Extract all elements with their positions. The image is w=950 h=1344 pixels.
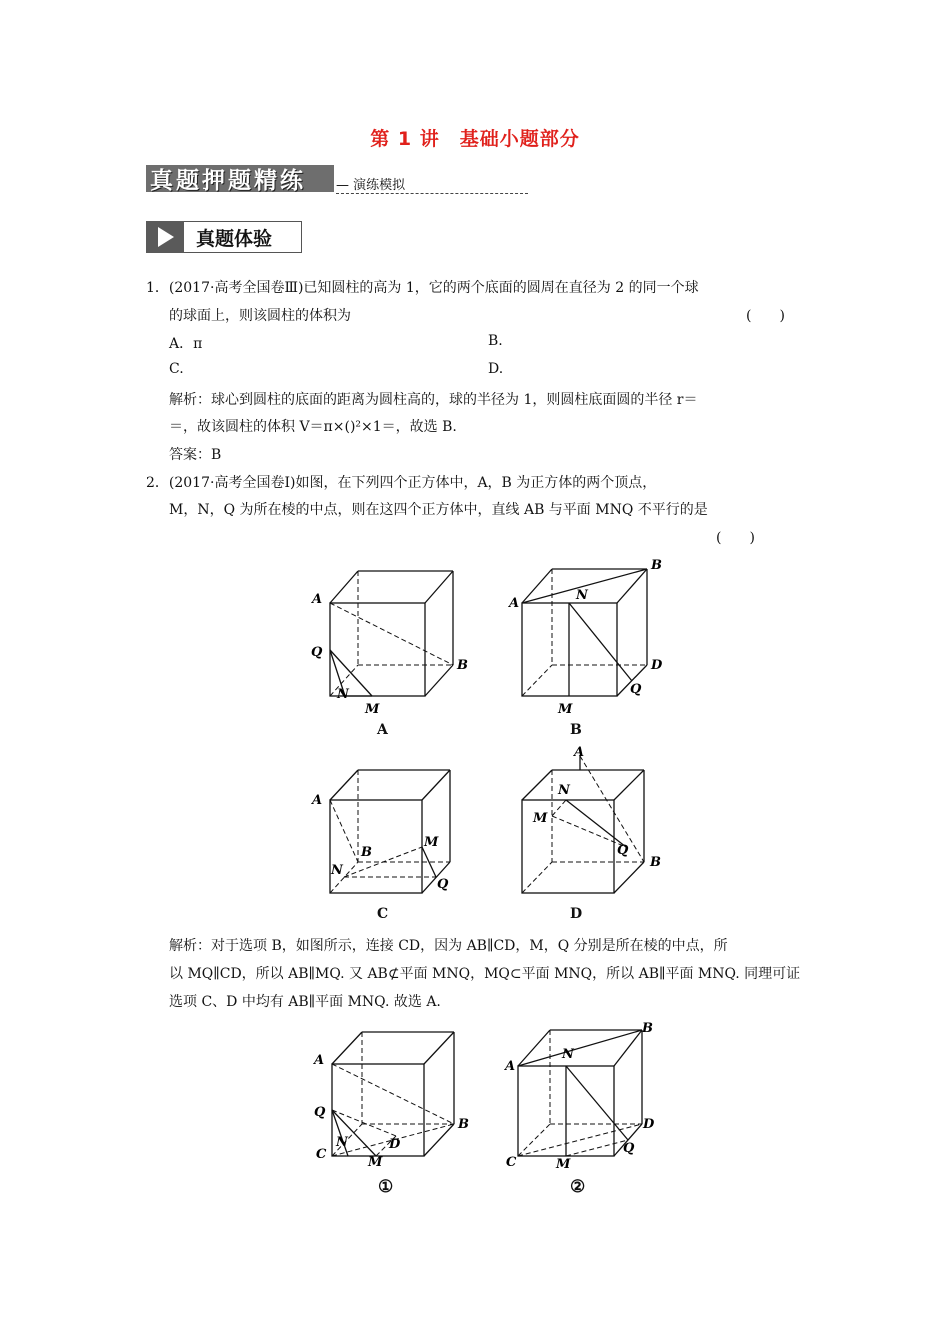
label-c: C <box>506 1155 517 1170</box>
label-n: N <box>562 1047 574 1062</box>
solution-figure-1 <box>300 1018 490 1178</box>
label-m: M <box>533 811 548 826</box>
label-q: Q <box>617 843 629 858</box>
figure-caption-b: B <box>570 722 582 738</box>
banner-divider <box>336 193 528 194</box>
label-b: B <box>458 1117 469 1132</box>
figure-caption-c: C <box>377 906 389 922</box>
section-label: 真题体验 <box>196 228 273 250</box>
q2-answer-paren: ( ) <box>716 530 755 546</box>
cube-figure-b <box>500 555 690 720</box>
label-d: D <box>643 1117 655 1132</box>
label-q: Q <box>314 1105 326 1120</box>
cube-figure-d <box>500 742 690 902</box>
label-d: D <box>389 1137 401 1152</box>
q2-solution-line3: 选项 C、D 中均有 AB∥平面 MNQ. 故选 A. <box>169 994 441 1010</box>
label-a: A <box>314 1053 325 1068</box>
label-n: N <box>337 687 349 702</box>
solution-caption-1: ① <box>378 1177 394 1197</box>
label-q: Q <box>630 682 642 697</box>
label-a: A <box>574 745 585 760</box>
q1-stem-line1: 1．(2017·高考全国卷Ⅲ)已知圆柱的高为 1，它的两个底面的圆周在直径为 2 的同一个球 <box>146 280 699 296</box>
q1-solution-line2: ＝，故该圆柱的体积 V＝π×()²×1＝，故选 B. <box>169 419 457 435</box>
label-b: B <box>642 1021 653 1036</box>
q1-answer: 答案：B <box>169 447 222 463</box>
label-a: A <box>312 793 323 808</box>
label-q: Q <box>623 1141 635 1156</box>
label-b: B <box>650 855 661 870</box>
label-d: D <box>651 658 663 673</box>
label-m: M <box>556 1157 571 1172</box>
label-m: M <box>368 1155 383 1170</box>
solution-figure-2 <box>500 1018 690 1178</box>
label-n: N <box>331 863 343 878</box>
q1-option-c: C. <box>169 361 184 377</box>
label-q: Q <box>437 877 449 892</box>
figure-caption-d: D <box>570 906 583 922</box>
cube-figure-a <box>300 555 490 720</box>
label-m: M <box>365 702 380 717</box>
label-c: C <box>316 1147 327 1162</box>
figure-caption-a: A <box>377 722 388 738</box>
label-a: A <box>509 596 520 611</box>
label-n: N <box>558 783 570 798</box>
solution-caption-2: ② <box>570 1177 586 1197</box>
q2-solution-line1: 解析：对于选项 B，如图所示，连接 CD，因为 AB∥CD，M，Q 分别是所在棱的中点，所 <box>169 938 728 954</box>
q1-answer-paren: ( ) <box>746 308 785 324</box>
play-icon <box>146 221 184 253</box>
cube-figure-c <box>300 742 490 902</box>
banner-title: 真题押题精练 <box>150 168 306 194</box>
label-m: M <box>424 835 439 850</box>
banner-subtitle: — 演练模拟 <box>336 178 406 193</box>
label-m: M <box>558 702 573 717</box>
label-q: Q <box>311 645 323 660</box>
label-n: N <box>576 588 588 603</box>
q1-stem-line2: 的球面上，则该圆柱的体积为 <box>169 308 351 324</box>
q1-option-a: A．π <box>169 336 203 352</box>
q2-stem-line2: M，N，Q 为所在棱的中点，则在这四个正方体中，直线 AB 与平面 MNQ 不平行的是 <box>169 502 708 518</box>
label-b: B <box>651 558 662 573</box>
label-b: B <box>457 658 468 673</box>
label-a: A <box>312 592 323 607</box>
page-title: 第 1 讲 基础小题部分 <box>370 128 580 150</box>
q2-stem-line1: 2．(2017·高考全国卷Ⅰ)如图，在下列四个正方体中，A，B 为正方体的两个顶点， <box>146 475 657 491</box>
q1-option-b: B. <box>488 333 503 349</box>
label-b: B <box>361 845 372 860</box>
label-a: A <box>505 1059 516 1074</box>
label-n: N <box>336 1135 348 1150</box>
q1-solution-line1: 解析：球心到圆柱的底面的距离为圆柱高的，球的半径为 1，则圆柱底面圆的半径 r＝ <box>169 392 698 408</box>
q1-option-d: D. <box>488 361 504 377</box>
q2-solution-line2: 以 MQ∥CD，所以 AB∥MQ. 又 AB⊄平面 MNQ，MQ⊂平面 MNQ，所以 AB∥平面 MNQ. 同理可证 <box>169 966 801 982</box>
